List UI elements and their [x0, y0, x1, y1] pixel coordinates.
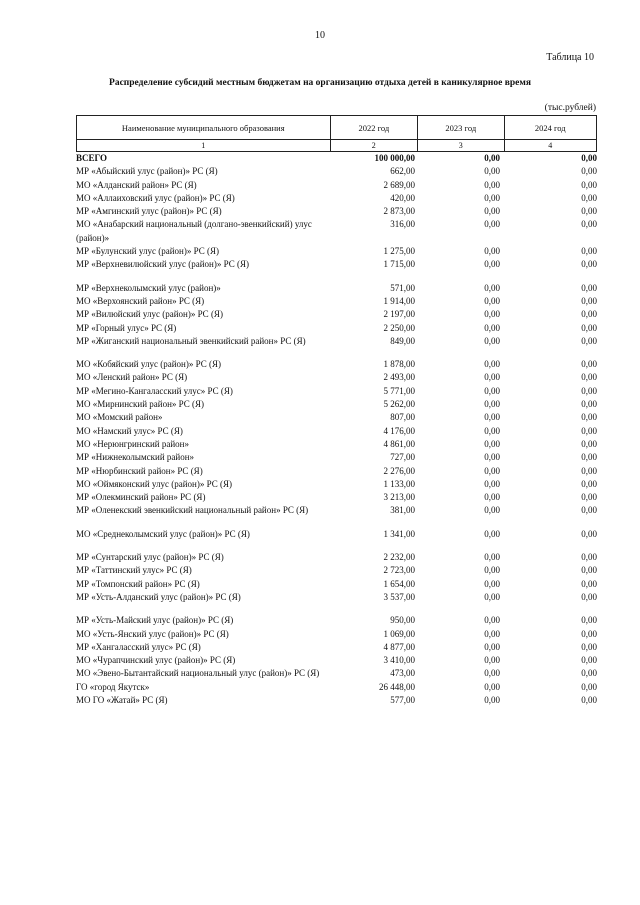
- row-value-2024: 0,00: [581, 591, 597, 602]
- row-name: МО «Усть-Янский улус (район)» РС (Я): [76, 628, 229, 639]
- row-value-2024: 0,00: [581, 295, 597, 306]
- table-row: [76, 591, 597, 604]
- row-value-2023: 0,00: [484, 641, 500, 652]
- row-value-2023: 0,00: [484, 282, 500, 293]
- row-value-2022: 727,00: [390, 452, 415, 463]
- row-value-2022: 2 197,00: [383, 309, 415, 320]
- row-value-2023: 0,00: [484, 385, 500, 396]
- row-value-2022: 1 715,00: [383, 259, 415, 270]
- table-row: [76, 371, 597, 384]
- row-value-2022: 2 276,00: [383, 465, 415, 476]
- row-spacer: [76, 348, 597, 358]
- row-name: МО «Мирнинский район» РС (Я): [76, 399, 205, 410]
- row-name: МР «Таттинский улус» РС (Я): [76, 565, 192, 576]
- row-value-2022: 420,00: [390, 192, 415, 203]
- row-value-2022: 950,00: [390, 615, 415, 626]
- row-value-2022: 2 232,00: [383, 552, 415, 563]
- row-value-2023: 0,00: [484, 668, 500, 679]
- row-value-2022: 2 873,00: [383, 206, 415, 217]
- row-value-2023: 0,00: [484, 565, 500, 576]
- table-header: [76, 115, 597, 152]
- row-name: МО «Алданский район» РС (Я): [76, 179, 197, 190]
- row-value-2024: 0,00: [581, 322, 597, 333]
- row-value-2022: 4 877,00: [383, 641, 415, 652]
- row-spacer: [76, 518, 597, 528]
- header-year-2024: 2024 год: [504, 116, 596, 140]
- row-value-2023: 0,00: [484, 295, 500, 306]
- row-name: МО «Верхоянский район» РС (Я): [76, 295, 205, 306]
- row-value-2023: 0,00: [484, 425, 500, 436]
- row-value-2024: 0,00: [581, 259, 597, 270]
- row-value-2024: 0,00: [581, 246, 597, 257]
- row-value-2024: 0,00: [581, 694, 597, 705]
- table-row: [76, 411, 597, 424]
- row-value-2022: 1 914,00: [383, 295, 415, 306]
- document-title: Распределение субсидий местным бюджетам на организацию отдыха детей в каникулярное время: [109, 78, 531, 88]
- row-value-2022: 5 771,00: [383, 385, 415, 396]
- table-row: [76, 425, 597, 438]
- row-value-2022: 2 493,00: [383, 372, 415, 383]
- row-value-2024: 0,00: [581, 578, 597, 589]
- row-value-2022: 2 723,00: [383, 565, 415, 576]
- row-value-2023: 0,00: [484, 309, 500, 320]
- row-name: МР «Абыйский улус (район)» РС (Я): [76, 166, 218, 177]
- table-row: [76, 258, 597, 271]
- row-name: МО ГО «Жатай» РС (Я): [76, 694, 168, 705]
- row-name: МО «Оймяконский улус (район)» РС (Я): [76, 478, 232, 489]
- row-name: ГО «город Якутск»: [76, 681, 150, 692]
- row-spacer: [76, 541, 597, 551]
- row-value-2023: 0,00: [484, 694, 500, 705]
- row-value-2022: 849,00: [390, 335, 415, 346]
- row-value-2023: 0,00: [484, 578, 500, 589]
- row-name: МР «Нижнеколымский район»: [76, 452, 195, 463]
- row-value-2024: 0,00: [581, 282, 597, 293]
- header-year-2022: 2022 год: [330, 116, 417, 140]
- row-name: МР «Вилюйский улус (район)» РС (Я): [76, 309, 223, 320]
- row-value-2022: 3 537,00: [383, 591, 415, 602]
- row-value-2024: 0,00: [581, 335, 597, 346]
- table-row: [76, 192, 597, 205]
- table-label: Таблица 10: [546, 52, 594, 63]
- row-value-2022: 4 176,00: [383, 425, 415, 436]
- row-value-2023: 0,00: [484, 372, 500, 383]
- row-value-2023: 0,00: [484, 528, 500, 539]
- header-col-3: 3: [418, 140, 504, 152]
- table-row: [76, 385, 597, 398]
- row-name: МР «Амгинский улус (район)» РС (Я): [76, 206, 222, 217]
- row-value-2022: 1 654,00: [383, 578, 415, 589]
- table-row: [76, 165, 597, 178]
- table-row: [76, 451, 597, 464]
- row-name: МР «Оленекский эвенкийский национальный район» РС (Я): [76, 505, 309, 516]
- row-value-2022: 100 000,00: [374, 153, 415, 163]
- row-value-2022: 26 448,00: [379, 681, 415, 692]
- row-value-2024: 0,00: [581, 628, 597, 639]
- header-name: Наименование муниципального образования: [77, 116, 331, 140]
- row-name: МР «Горный улус» РС (Я): [76, 322, 177, 333]
- header-year-2023: 2023 год: [418, 116, 504, 140]
- row-name: МО «Намский улус» РС (Я): [76, 425, 183, 436]
- table-row: [76, 282, 597, 295]
- table-row: [76, 335, 597, 348]
- row-value-2024: 0,00: [581, 478, 597, 489]
- row-name: МР «Жиганский национальный эвенкийский район» РС (Я): [76, 335, 306, 346]
- row-name: МР «Мегино-Кангаласский улус» РС (Я): [76, 385, 233, 396]
- row-value-2024: 0,00: [581, 412, 597, 423]
- row-value-2024: 0,00: [581, 359, 597, 370]
- table-row: [76, 681, 597, 694]
- row-value-2022: 316,00: [390, 219, 415, 230]
- row-name: МО «Среднеколымский улус (район)» РС (Я): [76, 528, 250, 539]
- row-value-2024: 0,00: [581, 552, 597, 563]
- row-value-2023: 0,00: [484, 505, 500, 516]
- table-row: [76, 528, 597, 541]
- row-value-2022: 1 275,00: [383, 246, 415, 257]
- row-value-2024: 0,00: [581, 681, 597, 692]
- row-value-2023: 0,00: [484, 322, 500, 333]
- row-value-2024: 0,00: [581, 505, 597, 516]
- row-value-2022: 577,00: [390, 694, 415, 705]
- table-body: [76, 152, 597, 707]
- row-value-2024: 0,00: [581, 465, 597, 476]
- row-value-2023: 0,00: [484, 465, 500, 476]
- row-value-2024: 0,00: [581, 452, 597, 463]
- row-value-2022: 662,00: [390, 166, 415, 177]
- row-value-2022: 5 262,00: [383, 399, 415, 410]
- row-value-2022: 2 250,00: [383, 322, 415, 333]
- table-row: [76, 465, 597, 478]
- row-value-2024: 0,00: [581, 192, 597, 203]
- row-value-2023: 0,00: [484, 681, 500, 692]
- row-spacer: [76, 604, 597, 614]
- table-row: [76, 218, 597, 245]
- row-value-2024: 0,00: [581, 399, 597, 410]
- row-value-2024: 0,00: [581, 385, 597, 396]
- row-name: МО «Кобяйский улус (район)» РС (Я): [76, 359, 221, 370]
- row-value-2023: 0,00: [484, 335, 500, 346]
- row-name: МР «Хангаласский улус» РС (Я): [76, 641, 201, 652]
- row-value-2024: 0,00: [581, 615, 597, 626]
- row-name: МО «Анабарский национальный (долгано-эвенкийский) улус (район)»: [76, 219, 312, 243]
- row-value-2023: 0,00: [484, 655, 500, 666]
- row-value-2023: 0,00: [484, 179, 500, 190]
- row-name: МО «Момский район»: [76, 412, 163, 423]
- table-row: [76, 694, 597, 707]
- row-name: МР «Усть-Майский улус (район)» РС (Я): [76, 615, 234, 626]
- row-value-2022: 2 689,00: [383, 179, 415, 190]
- table-row: [76, 295, 597, 308]
- row-value-2022: 807,00: [390, 412, 415, 423]
- row-name: МР «Верхневилюйский улус (район)» РС (Я): [76, 259, 249, 270]
- row-value-2024: 0,00: [581, 528, 597, 539]
- row-name: МО «Аллаиховский улус (район)» РС (Я): [76, 192, 235, 203]
- header-col-4: 4: [504, 140, 596, 152]
- table-row: [76, 438, 597, 451]
- row-value-2024: 0,00: [581, 372, 597, 383]
- row-value-2023: 0,00: [484, 452, 500, 463]
- row-value-2023: 0,00: [484, 166, 500, 177]
- table-row: [76, 322, 597, 335]
- table-row: [76, 654, 597, 667]
- row-value-2023: 0,00: [484, 492, 500, 503]
- row-value-2024: 0,00: [581, 153, 597, 163]
- row-value-2024: 0,00: [581, 565, 597, 576]
- row-value-2022: 571,00: [390, 282, 415, 293]
- row-value-2022: 1 878,00: [383, 359, 415, 370]
- row-value-2022: 3 410,00: [383, 655, 415, 666]
- table-row: [76, 491, 597, 504]
- row-value-2024: 0,00: [581, 179, 597, 190]
- header-col-2: 2: [330, 140, 417, 152]
- table-row: [76, 628, 597, 641]
- row-value-2024: 0,00: [581, 206, 597, 217]
- table-row: [76, 308, 597, 321]
- row-name: МР «Верхнеколымский улус (район)»: [76, 282, 221, 293]
- row-value-2023: 0,00: [484, 399, 500, 410]
- header-col-1: 1: [77, 140, 331, 152]
- row-value-2023: 0,00: [484, 219, 500, 230]
- row-value-2024: 0,00: [581, 668, 597, 679]
- row-value-2023: 0,00: [484, 153, 500, 163]
- row-value-2023: 0,00: [484, 359, 500, 370]
- page-number: 10: [315, 30, 325, 41]
- row-value-2024: 0,00: [581, 425, 597, 436]
- row-value-2024: 0,00: [581, 492, 597, 503]
- row-value-2022: 473,00: [390, 668, 415, 679]
- row-value-2023: 0,00: [484, 628, 500, 639]
- row-value-2024: 0,00: [581, 166, 597, 177]
- table-row: [76, 205, 597, 218]
- table-row: [76, 478, 597, 491]
- row-value-2023: 0,00: [484, 615, 500, 626]
- row-name: МР «Нюрбинский район» РС (Я): [76, 465, 203, 476]
- row-value-2022: 1 341,00: [383, 528, 415, 539]
- row-value-2022: 1 069,00: [383, 628, 415, 639]
- row-name: МР «Сунтарский улус (район)» РС (Я): [76, 552, 224, 563]
- row-value-2023: 0,00: [484, 438, 500, 449]
- table-row: [76, 358, 597, 371]
- row-value-2022: 4 861,00: [383, 438, 415, 449]
- row-value-2023: 0,00: [484, 478, 500, 489]
- table-row: [76, 641, 597, 654]
- row-name: МР «Булунский улус (район)» РС (Я): [76, 246, 219, 257]
- row-value-2022: 381,00: [390, 505, 415, 516]
- table-row: [76, 667, 597, 680]
- row-value-2023: 0,00: [484, 246, 500, 257]
- row-name: МР «Олекминский район» РС (Я): [76, 492, 206, 503]
- table-row: [76, 564, 597, 577]
- table-row: [76, 614, 597, 627]
- row-value-2024: 0,00: [581, 219, 597, 230]
- row-name: МО «Нерюнгринский район»: [76, 438, 189, 449]
- row-name: МО «Ленский район» РС (Я): [76, 372, 188, 383]
- row-value-2022: 3 213,00: [383, 492, 415, 503]
- table-row: [76, 504, 597, 517]
- row-value-2023: 0,00: [484, 206, 500, 217]
- table-row: [76, 152, 597, 165]
- row-name: МО «Эвено-Бытантайский национальный улус (район)» РС (Я): [76, 668, 320, 679]
- row-name: МО «Чурапчинский улус (район)» РС (Я): [76, 655, 236, 666]
- row-value-2022: 1 133,00: [383, 478, 415, 489]
- row-value-2023: 0,00: [484, 259, 500, 270]
- row-name: ВСЕГО: [76, 153, 108, 163]
- row-value-2023: 0,00: [484, 412, 500, 423]
- row-name: МР «Усть-Алданский улус (район)» РС (Я): [76, 591, 241, 602]
- row-value-2024: 0,00: [581, 655, 597, 666]
- units-label: (тыс.рублей): [544, 103, 596, 113]
- table-row: [76, 398, 597, 411]
- table-row: [76, 179, 597, 192]
- row-value-2023: 0,00: [484, 552, 500, 563]
- row-spacer: [76, 272, 597, 282]
- row-value-2024: 0,00: [581, 438, 597, 449]
- row-value-2024: 0,00: [581, 309, 597, 320]
- row-value-2023: 0,00: [484, 591, 500, 602]
- row-name: МР «Томпонский район» РС (Я): [76, 578, 200, 589]
- table-row: [76, 578, 597, 591]
- row-value-2024: 0,00: [581, 641, 597, 652]
- row-value-2023: 0,00: [484, 192, 500, 203]
- table-row: [76, 551, 597, 564]
- table-row: [76, 245, 597, 258]
